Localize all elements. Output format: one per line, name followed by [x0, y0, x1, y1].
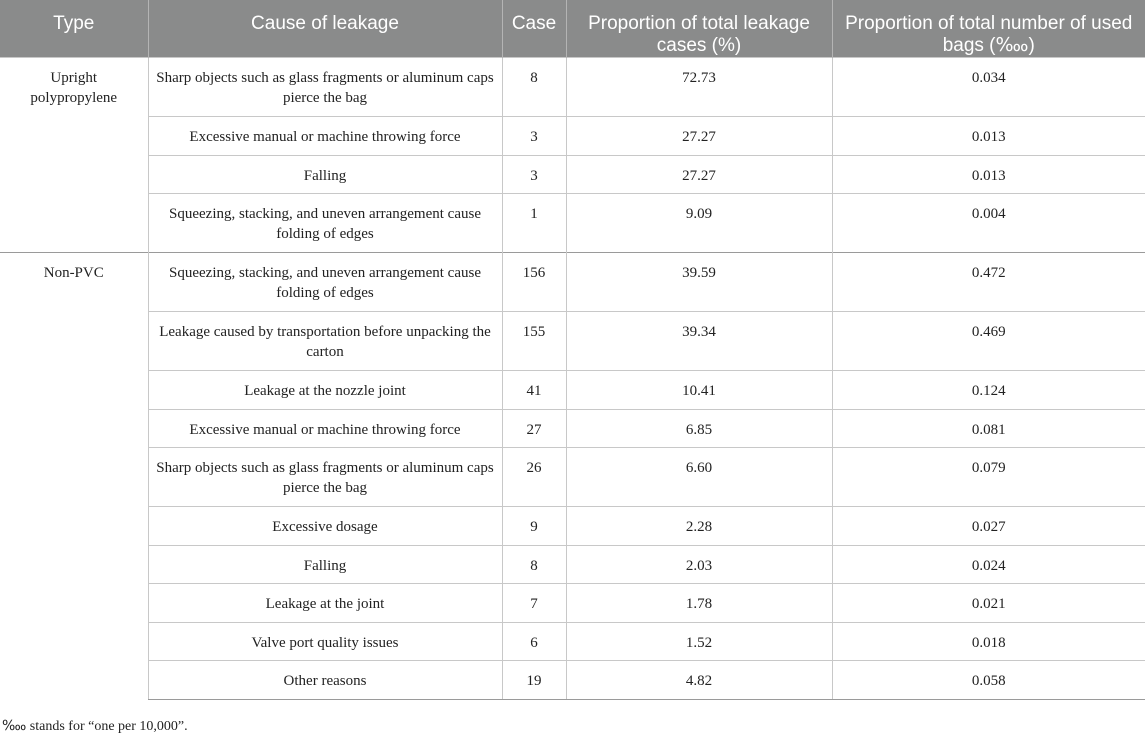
cause-cell: Other reasons [148, 661, 502, 700]
header-case: Case [502, 0, 566, 58]
case-cell: 41 [502, 371, 566, 410]
proportion-bags-cell: 0.058 [832, 661, 1145, 700]
case-cell: 19 [502, 661, 566, 700]
proportion-bags-cell: 0.004 [832, 194, 1145, 253]
case-cell: 155 [502, 312, 566, 371]
table-row [0, 622, 1145, 661]
proportion-cases-cell: 10.41 [566, 371, 832, 410]
proportion-cases-cell: 4.82 [566, 661, 832, 700]
cause-cell: Leakage caused by transportation before unpacking the carton [148, 312, 502, 371]
cause-cell: Sharp objects such as glass fragments or aluminum caps pierce the bag [148, 448, 502, 507]
proportion-cases-cell: 1.52 [566, 622, 832, 661]
table-row [0, 545, 1145, 584]
cause-cell: Leakage at the joint [148, 584, 502, 623]
cause-cell: Leakage at the nozzle joint [148, 371, 502, 410]
case-cell: 3 [502, 155, 566, 194]
proportion-bags-cell: 0.021 [832, 584, 1145, 623]
table-row [0, 409, 1145, 448]
case-cell: 6 [502, 622, 566, 661]
proportion-bags-cell: 0.472 [832, 253, 1145, 312]
cause-cell: Sharp objects such as glass fragments or aluminum caps pierce the bag [148, 58, 502, 117]
header-cause: Cause of leakage [148, 0, 502, 58]
case-cell: 9 [502, 507, 566, 546]
table-row [0, 58, 1145, 117]
case-cell: 27 [502, 409, 566, 448]
table-row [0, 371, 1145, 410]
cause-cell: Falling [148, 155, 502, 194]
type-cell: Non-PVC [0, 253, 148, 700]
table-row [0, 253, 1145, 312]
cause-cell: Excessive manual or machine throwing force [148, 117, 502, 156]
table-row [0, 312, 1145, 371]
table-row [0, 117, 1145, 156]
proportion-bags-cell: 0.027 [832, 507, 1145, 546]
proportion-bags-cell: 0.079 [832, 448, 1145, 507]
proportion-bags-cell: 0.013 [832, 117, 1145, 156]
table-row [0, 584, 1145, 623]
cause-cell: Squeezing, stacking, and uneven arrangement cause folding of edges [148, 194, 502, 253]
case-cell: 3 [502, 117, 566, 156]
table-row [0, 661, 1145, 700]
proportion-bags-cell: 0.081 [832, 409, 1145, 448]
case-cell: 156 [502, 253, 566, 312]
proportion-bags-cell: 0.013 [832, 155, 1145, 194]
case-cell: 8 [502, 545, 566, 584]
type-cell: Upright polypropylene [0, 58, 148, 253]
proportion-bags-cell: 0.034 [832, 58, 1145, 117]
header-proportion-cases: Proportion of total leakage cases (%) [566, 0, 832, 58]
proportion-cases-cell: 27.27 [566, 117, 832, 156]
case-cell: 26 [502, 448, 566, 507]
proportion-cases-cell: 39.34 [566, 312, 832, 371]
cause-cell: Excessive manual or machine throwing force [148, 409, 502, 448]
proportion-bags-cell: 0.018 [832, 622, 1145, 661]
table-row [0, 155, 1145, 194]
proportion-bags-cell: 0.124 [832, 371, 1145, 410]
proportion-cases-cell: 6.60 [566, 448, 832, 507]
table-footnote: ‱ stands for “one per 10,000”. [2, 719, 188, 734]
proportion-bags-cell: 0.469 [832, 312, 1145, 371]
header-row [0, 0, 1145, 58]
proportion-cases-cell: 2.03 [566, 545, 832, 584]
table-row [0, 194, 1145, 253]
case-cell: 1 [502, 194, 566, 253]
proportion-cases-cell: 9.09 [566, 194, 832, 253]
table-row [0, 507, 1145, 546]
header-type: Type [0, 0, 148, 58]
case-cell: 7 [502, 584, 566, 623]
proportion-cases-cell: 72.73 [566, 58, 832, 117]
cause-cell: Excessive dosage [148, 507, 502, 546]
proportion-cases-cell: 1.78 [566, 584, 832, 623]
proportion-cases-cell: 2.28 [566, 507, 832, 546]
cause-cell: Valve port quality issues [148, 622, 502, 661]
table-row [0, 448, 1145, 507]
proportion-cases-cell: 39.59 [566, 253, 832, 312]
proportion-cases-cell: 6.85 [566, 409, 832, 448]
case-cell: 8 [502, 58, 566, 117]
cause-cell: Falling [148, 545, 502, 584]
proportion-bags-cell: 0.024 [832, 545, 1145, 584]
proportion-cases-cell: 27.27 [566, 155, 832, 194]
header-proportion-bags: Proportion of total number of used bags (‱) [832, 0, 1145, 58]
cause-cell: Squeezing, stacking, and uneven arrangement cause folding of edges [148, 253, 502, 312]
